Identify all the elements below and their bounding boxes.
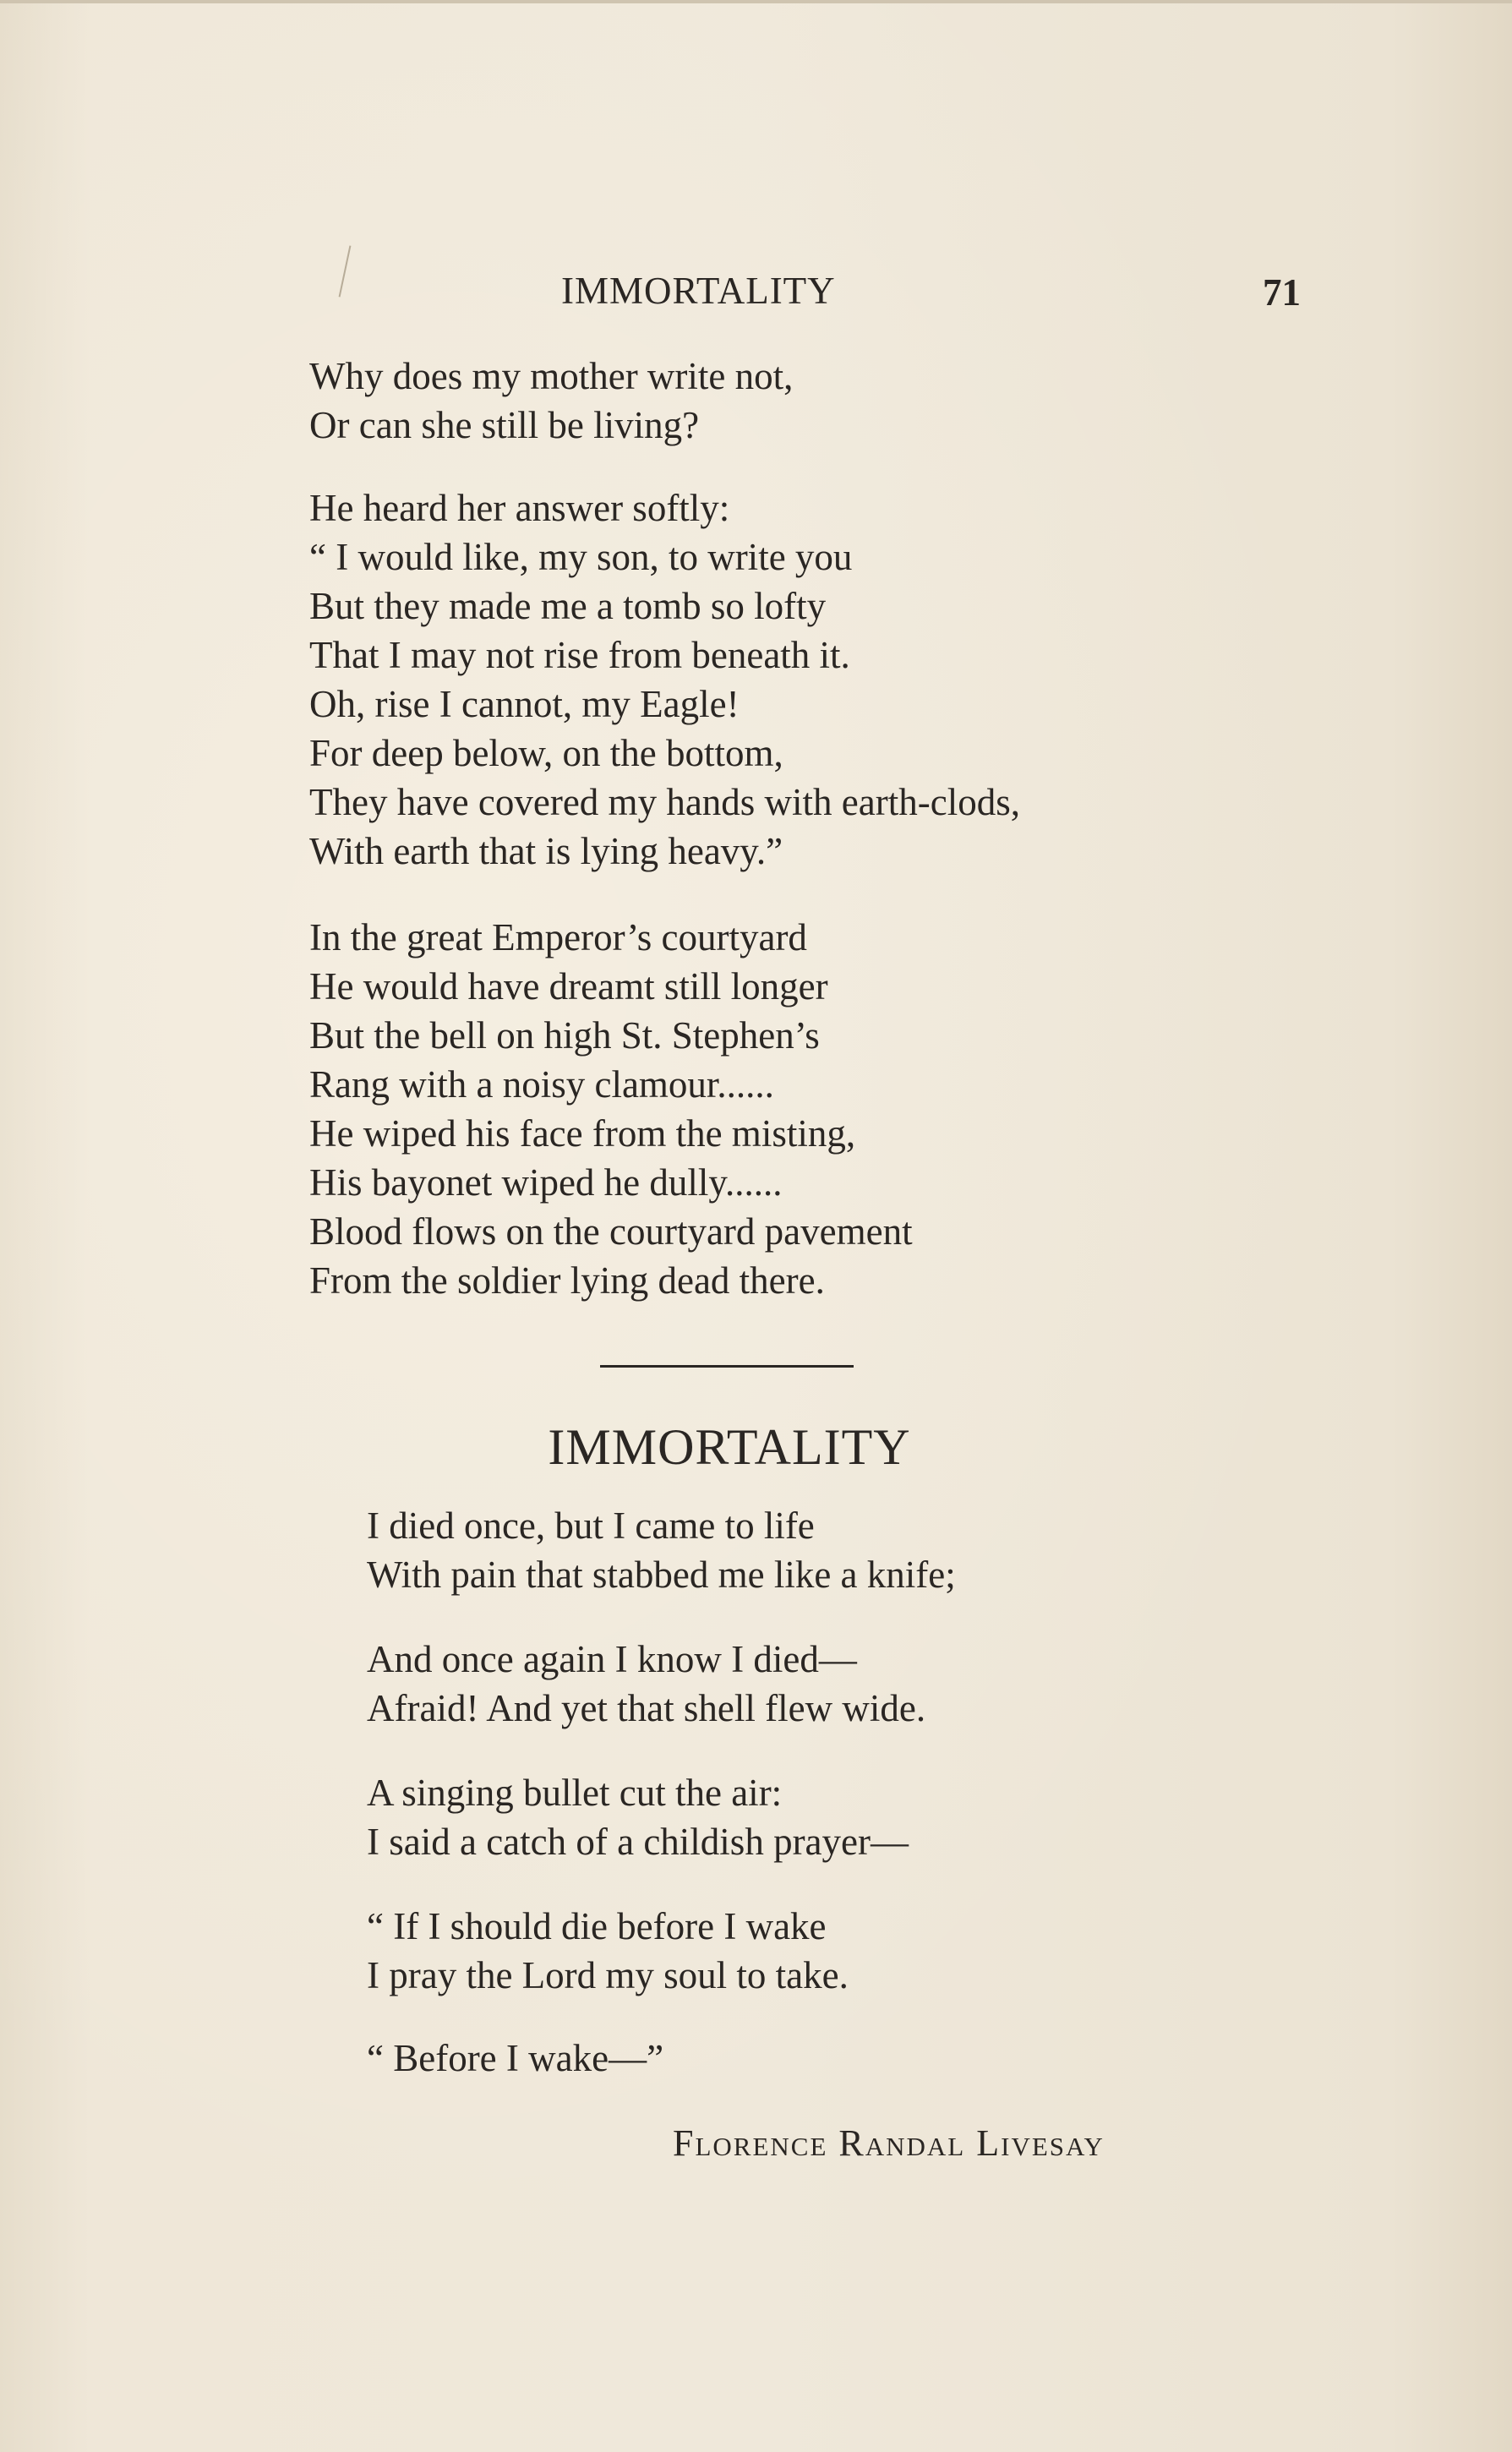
poem-line: Blood flows on the courtyard pavement — [309, 1210, 913, 1253]
poem-line: With earth that is lying heavy.” — [309, 830, 783, 872]
running-title: IMMORTALITY — [561, 270, 836, 312]
poem-line: He would have dreamt still longer — [309, 965, 828, 1008]
poem-line: Or can she still be living? — [309, 404, 700, 446]
poem-title: IMMORTALITY — [548, 1419, 911, 1475]
poem-line: Afraid! And yet that shell flew wide. — [367, 1687, 926, 1729]
poem-line: They have covered my hands with earth-clods, — [309, 781, 1020, 823]
poem-line: “ If I should die before I wake — [367, 1905, 827, 1947]
poem-line: Why does my mother write not, — [309, 355, 794, 397]
poem-line: Rang with a noisy clamour...... — [309, 1063, 774, 1106]
running-head — [0, 269, 1512, 319]
poem-line: “ I would like, my son, to write you — [309, 536, 853, 578]
poem-line: I pray the Lord my soul to take. — [367, 1954, 849, 1996]
poem-line: A singing bullet cut the air: — [367, 1772, 783, 1814]
poem-line: He heard her answer softly: — [309, 487, 730, 529]
poem-line: His bayonet wiped he dully...... — [309, 1161, 783, 1204]
poem-line: I said a catch of a childish prayer— — [367, 1821, 909, 1863]
poem-line: Oh, rise I cannot, my Eagle! — [309, 683, 740, 725]
poem-line: With pain that stabbed me like a knife; — [367, 1554, 956, 1596]
page-number: 71 — [1263, 271, 1301, 314]
poem-line: “ Before I wake—” — [367, 2037, 664, 2079]
poem-line: In the great Emperor’s courtyard — [309, 916, 807, 958]
page-top-edge — [0, 0, 1512, 3]
poem-line: That I may not rise from beneath it. — [309, 634, 850, 676]
poem-line: But they made me a tomb so lofty — [309, 585, 827, 627]
author-signature: Florence Randal Livesay — [673, 2122, 1105, 2164]
poem-line: And once again I know I died— — [367, 1638, 857, 1680]
poem-line: From the soldier lying dead there. — [309, 1259, 825, 1302]
poem-line: But the bell on high St. Stephen’s — [309, 1014, 820, 1057]
poem-line: I died once, but I came to life — [367, 1505, 815, 1547]
poem-line: For deep below, on the bottom, — [309, 732, 783, 774]
poem-line: He wiped his face from the misting, — [309, 1112, 856, 1155]
section-divider — [600, 1365, 854, 1368]
